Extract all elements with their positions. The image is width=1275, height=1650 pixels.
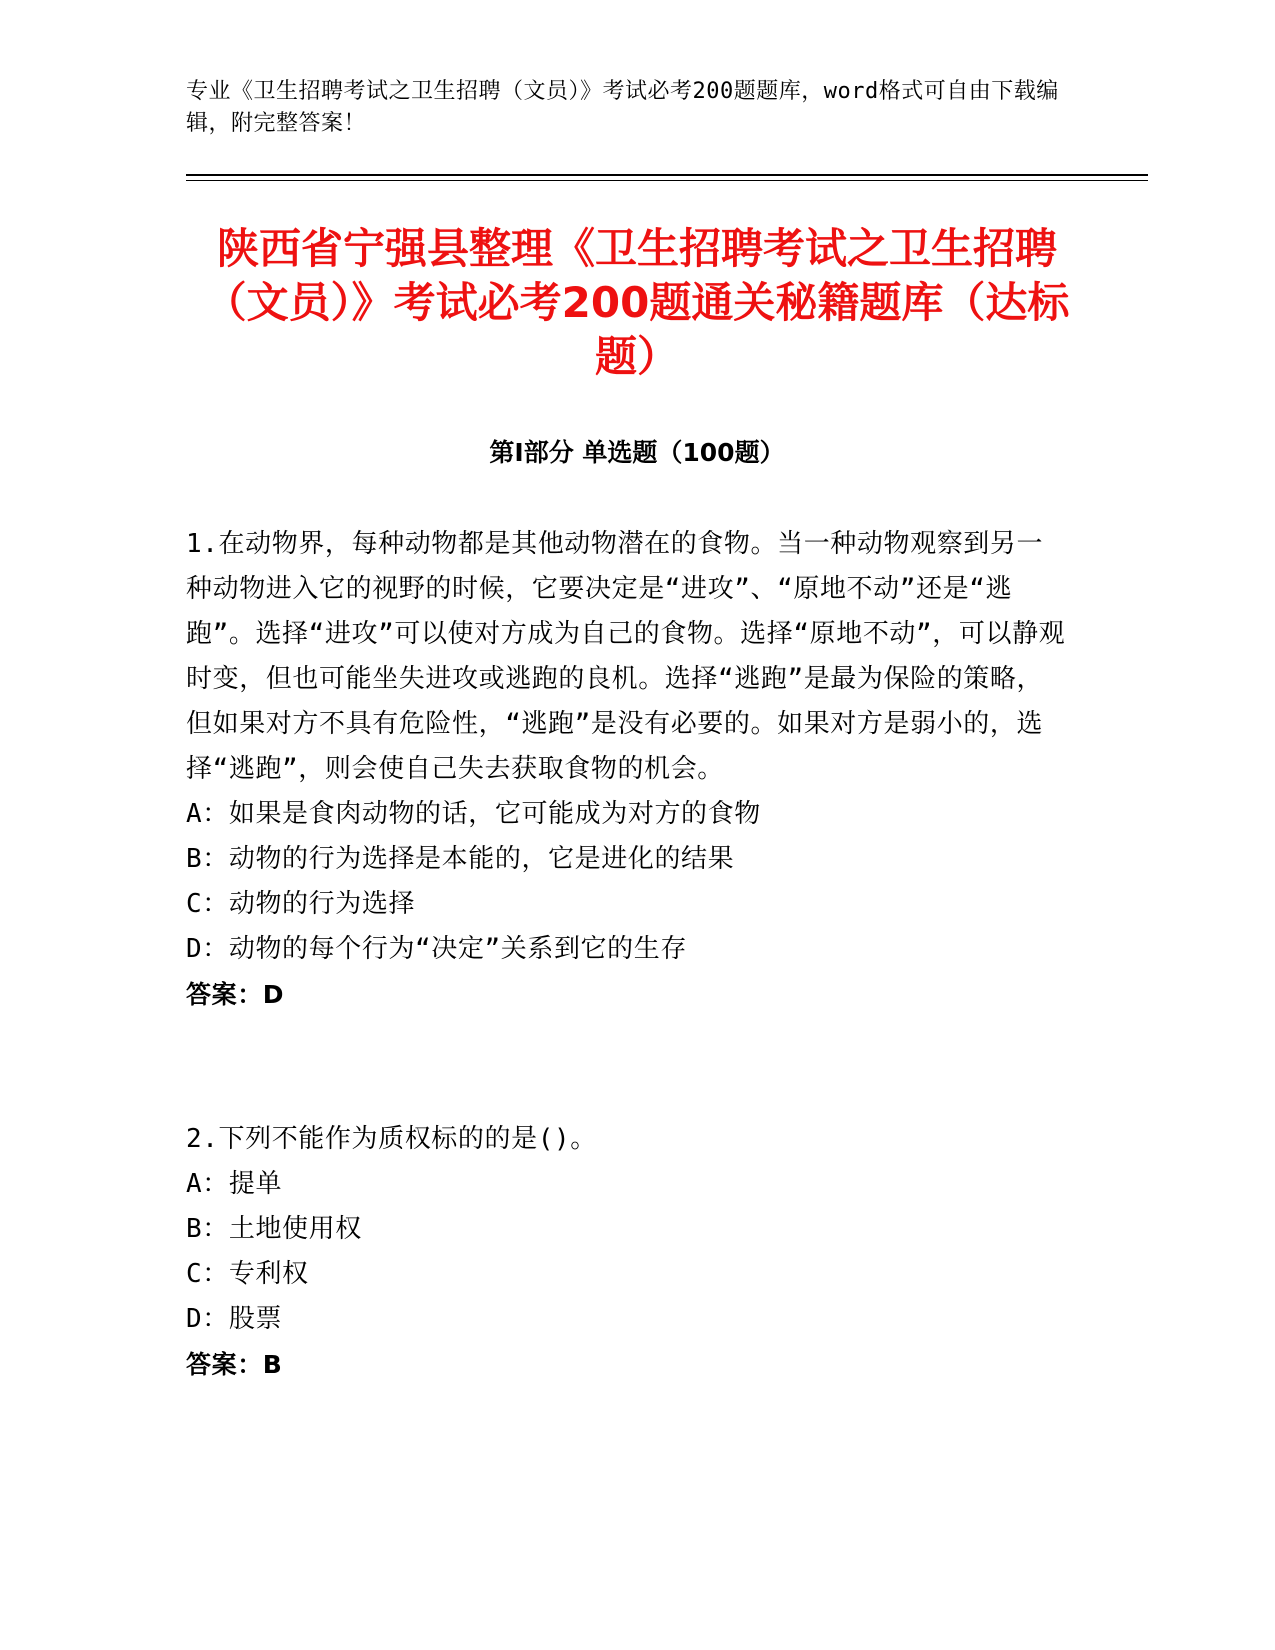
header-note: 专业《卫生招聘考试之卫生招聘（文员）》考试必考200题题库，word格式可自由下载编辑，附完整答案！ [186, 79, 1059, 136]
question-1-option-d: D：动物的每个行为“决定”关系到它的生存 [186, 934, 687, 964]
question-2-answer: 答案：B [186, 1350, 283, 1379]
document-title: 陕西省宁强县整理《卫生招聘考试之卫生招聘（文员）》考试必考200题通关秘籍题库（达标题） [204, 224, 1070, 381]
question-2-option-c: C：专利权 [186, 1259, 309, 1289]
question-2-option-d: D：股票 [186, 1304, 283, 1334]
header-divider-thin [186, 180, 1148, 181]
question-1-option-c: C：动物的行为选择 [186, 889, 416, 919]
question-1 [186, 522, 1066, 1017]
question-2-option-a: A：提单 [186, 1169, 283, 1199]
question-2 [186, 1117, 1066, 1387]
question-1-option-b: B：动物的行为选择是本能的，它是进化的结果 [186, 844, 735, 874]
question-1-answer: 答案：D [186, 980, 285, 1009]
header-divider-thick [186, 174, 1148, 176]
question-1-text: 1.在动物界，每种动物都是其他动物潜在的食物。当一种动物观察到另一种动物进入它的视野的时候，它要决定是“进攻”、“原地不动”还是“逃跑”。选择“进攻”可以使对方成为自己的食物。选择“原地不动”，可以静观时变，但也可能坐失进攻或逃跑的良机。选择“逃跑”是最为保险的策略，但如果对方不具有危险性，“逃跑”是没有必要的。如果对方是弱小的，选择“逃跑”，则会使自己失去获取食物的机会。 [186, 529, 1066, 784]
question-2-text: 2.下列不能作为质权标的的是()。 [186, 1124, 597, 1154]
question-1-option-a: A：如果是食肉动物的话，它可能成为对方的食物 [186, 799, 761, 829]
section-heading: 第Ⅰ部分 单选题（100题） [489, 438, 785, 467]
question-2-option-b: B：土地使用权 [186, 1214, 362, 1244]
